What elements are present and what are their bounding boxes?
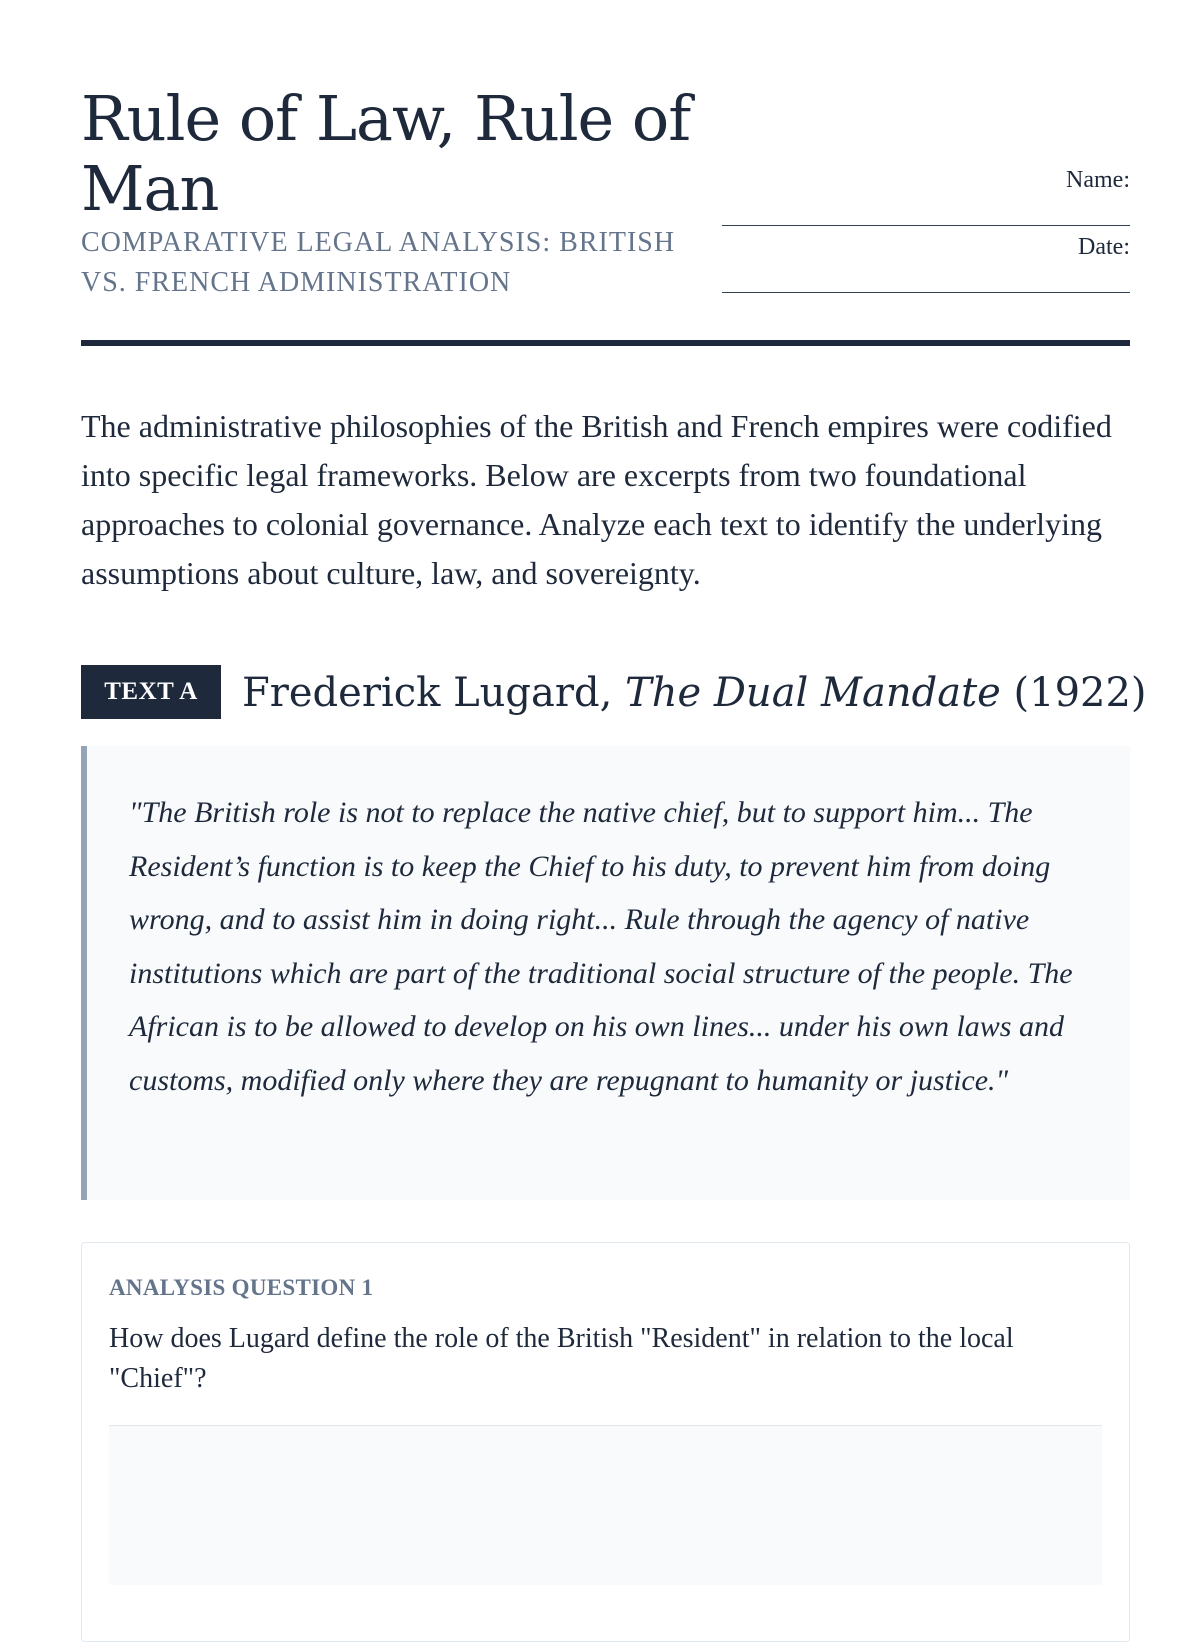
worksheet-page: [81, 0, 1147, 1394]
text-a-quote: "The British role is not to replace the native chief, but to support him... The Resident’s function is to keep the Chief to his duty, to prevent him from doing wrong, and to assist him in doing right... Rule through the agency of native institutions which are part of the traditional social structure of the people. The African is to be allowed to develop on his own lines... under his own laws and customs, modified only where they are repugnant to humanity or justice.": [129, 796, 1073, 1097]
page-title: Rule of Law, Rule of Man: [81, 82, 691, 225]
intro-paragraph: The administrative philosophies of the British and French empires were codified into specific legal frameworks. Below are excerpts from two foundational approaches to colonial governance. Analyze each text to identify the underlying assumptions about culture, law, and sovereignty.: [81, 408, 1112, 591]
page-subtitle: COMPARATIVE LEGAL ANALYSIS: BRITISH VS. FRENCH ADMINISTRATION: [81, 227, 676, 298]
question-text: How does Lugard define the role of the British "Resident" in relation to the local "Chief"?: [109, 1323, 1014, 1394]
question-label: ANALYSIS QUESTION 1: [109, 1275, 374, 1300]
name-row: [710, 165, 1130, 232]
date-label: Date:: [1078, 234, 1130, 260]
analysis-question-card: [81, 1242, 1130, 1642]
header-divider: [81, 340, 1130, 346]
worksheet-header: [81, 0, 1130, 352]
text-a-year: (1922): [1013, 670, 1147, 716]
text-a-badge: TEXT A: [81, 665, 221, 719]
name-field[interactable]: [722, 195, 1130, 226]
text-a-heading: [81, 665, 1147, 721]
answer-area[interactable]: [109, 1425, 1102, 1585]
date-field[interactable]: [722, 262, 1130, 293]
text-a-author: Frederick Lugard,: [242, 670, 613, 716]
text-a-quote-block: [81, 746, 1130, 1200]
text-a-title: [242, 665, 1147, 721]
student-info: [710, 165, 1130, 299]
date-row: [710, 232, 1130, 299]
text-a-work: The Dual Mandate: [625, 670, 1001, 716]
name-label: Name:: [1066, 167, 1130, 193]
